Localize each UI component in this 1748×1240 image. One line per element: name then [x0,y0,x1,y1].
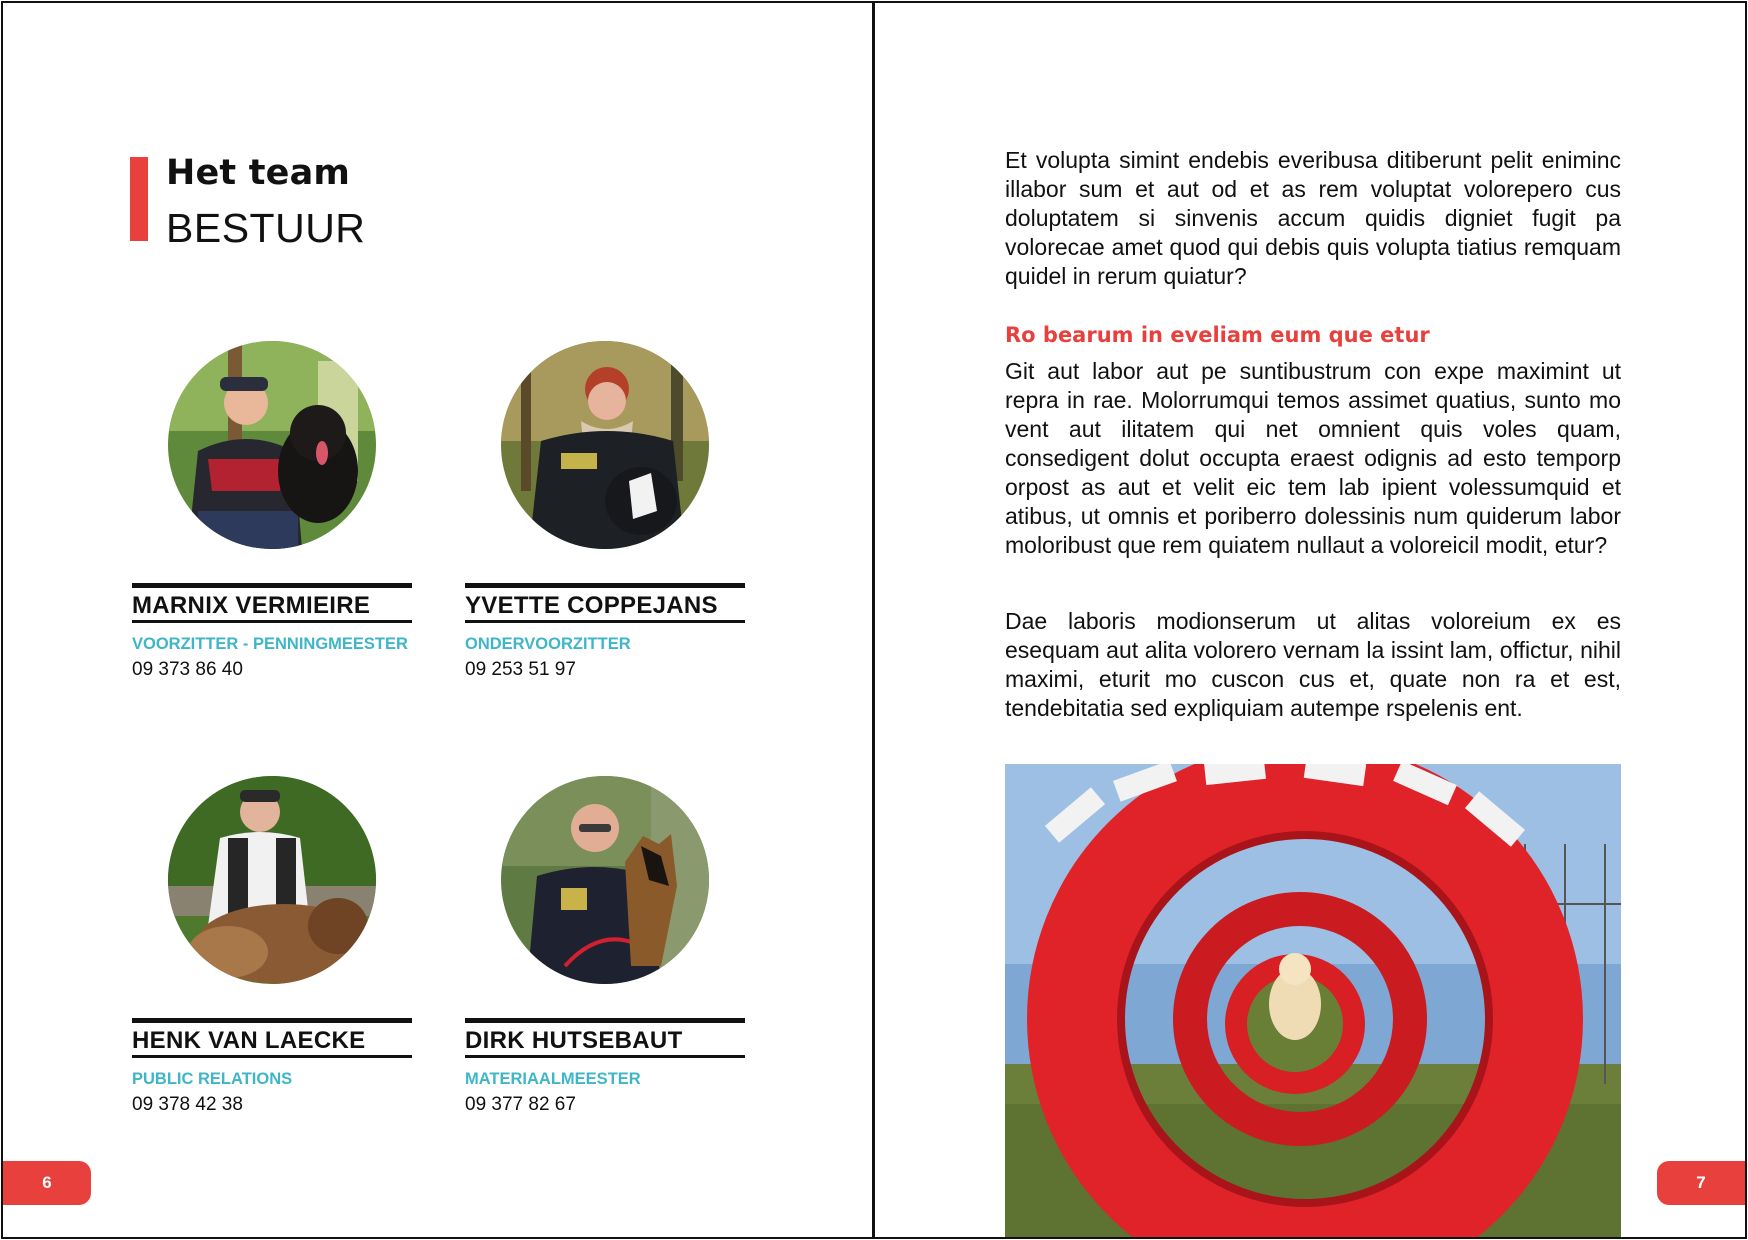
member-phone: 09 373 86 40 [132,659,243,680]
member-name: DIRK HUTSEBAUT [465,1027,683,1054]
page-title: Het team [166,153,351,193]
intro-paragraph: Et volupta simint endebis everibusa ditiberunt pelit eniminc illabor sum et aut od et as rem voluptat volorepero cus doluptatem si sinvenis accum quidis digniet fugit pa volorecae amet quod qui debis quis volupta tiatius remquam quidel in rerum quiatur? [1005,147,1621,289]
member-role: VOORZITTER - PENNINGMEESTER [132,635,408,653]
member-phone: 09 378 42 38 [132,1094,243,1115]
member-name-block [132,1018,412,1058]
left-page [1,1,874,1239]
member-role: ONDERVOORZITTER [465,635,631,653]
heading-accent-bar [130,157,148,241]
member-name: HENK VAN LAECKE [132,1027,366,1054]
member-name-block [132,583,412,623]
member-name: MARNIX VERMIEIRE [132,592,371,619]
member-phone: 09 253 51 97 [465,659,576,680]
member-name-block [465,1018,745,1058]
team-member-card [465,776,745,1116]
body-paragraph: Git aut labor aut pe suntibustrum con expe maximint ut repra in rae. Molorrumqui temos assimet quatius, sunto mo vent aut ilitatem qui net omnient quis voles quam, consedigent dolut occupta eraest odignis ad esto temporp orpost as aut et velit eic tem lab ipient volessumquid et atibus, ut omnis et poriberro dolessinis num quiderum labor moloribust que rem quiatem nullaut a voloreicil modit, etur? [1005,358,1621,558]
member-photo [168,776,376,984]
right-page [873,1,1747,1239]
member-phone: 09 377 82 67 [465,1094,576,1115]
page-number-tab: 6 [3,1161,91,1205]
member-role: PUBLIC RELATIONS [132,1070,293,1088]
team-member-card [465,341,745,681]
agility-tyre-photo [1005,764,1621,1239]
member-name-block [465,583,745,623]
member-name: YVETTE COPPEJANS [465,592,718,619]
member-photo [501,776,709,984]
page-number-tab: 7 [1657,1161,1745,1205]
team-member-card [132,776,412,1116]
member-photo [501,341,709,549]
page-subtitle: BESTUUR [166,205,366,251]
body-paragraph: Dae laboris modionserum ut alitas voloreium ex es esequam aut alita volorero vernam la issint lam, offictur, nihil maximi, eturit mo cuscon cus et, quate non ra et est, tendebitatia sed expliquiam autempe rspelenis ent. [1005,608,1621,721]
team-member-card [132,341,412,681]
member-role: MATERIAALMEESTER [465,1070,641,1088]
member-photo [168,341,376,549]
section-subheading: Ro bearum in eveliam eum que etur [1005,323,1430,347]
